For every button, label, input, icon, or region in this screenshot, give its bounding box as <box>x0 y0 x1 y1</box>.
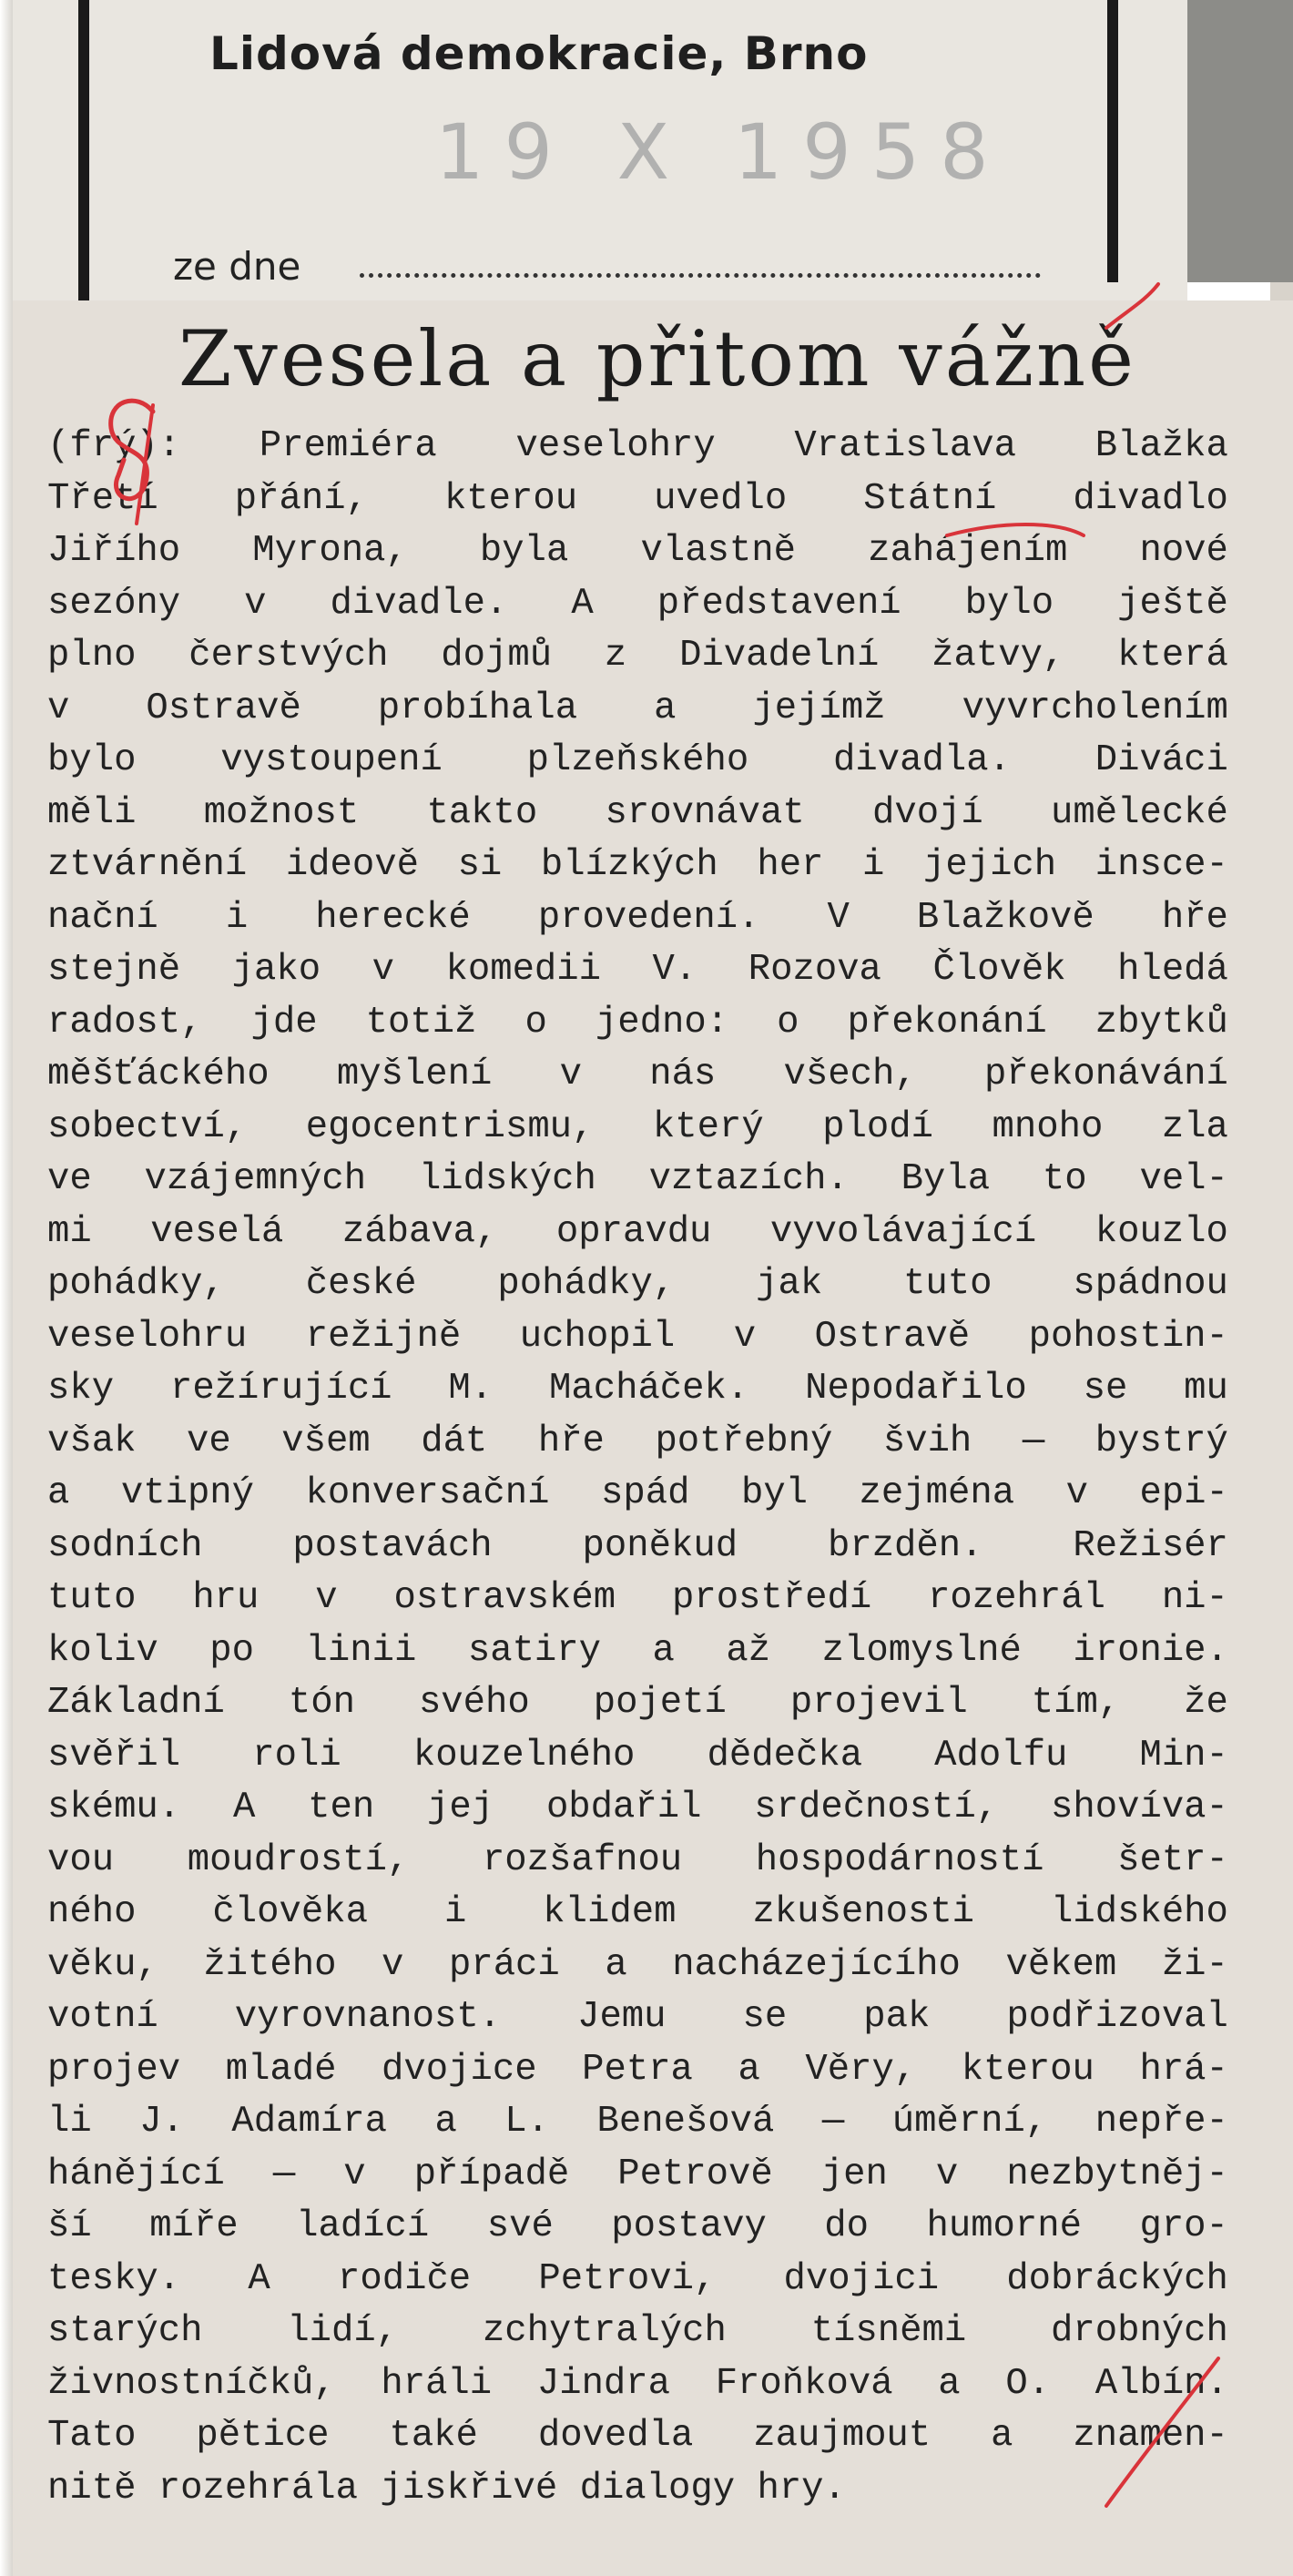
article-line: sobectví, egocentrismu, který plodí mnoho zla <box>47 1105 1228 1148</box>
article-line: projev mladé dvojice Petra a Věry, kterou hrá- <box>47 2048 1228 2091</box>
article-line: nační i herecké provedení. V Blažkově hře <box>47 896 1228 939</box>
article-line: mi veselá zábava, opravdu vyvolávající kouzlo <box>47 1210 1228 1253</box>
article-line: nitě rozehrála jiskřivé dialogy hry. <box>47 2467 846 2510</box>
scan-background <box>1184 0 1293 282</box>
article-line: tesky. A rodiče Petrovi, dvojici dobráckých <box>47 2257 1228 2300</box>
article-headline: Zvesela a přitom vážně <box>178 314 1136 403</box>
article-line: sodních postavách poněkud brzděn. Režisér <box>47 1524 1228 1567</box>
label-border-left <box>78 0 89 337</box>
article-line: (frý): Premiéra veselohry Vratislava Blažka <box>47 425 1228 467</box>
article-line: ve vzájemných lidských vztazích. Byla to vel- <box>47 1158 1228 1200</box>
article-line: votní vyrovnanost. Jemu se pak podřizoval <box>47 1996 1228 2038</box>
newspaper-name: Lidová demokracie, Brno <box>209 27 869 80</box>
article-body <box>47 421 1240 2515</box>
article-line: vou moudrostí, rozšafnou hospodárností šetr- <box>47 1838 1228 1881</box>
article-line: tuto hru v ostravském prostředí rozehrál ni- <box>47 1577 1228 1619</box>
date-prefix: ze dne <box>173 244 301 289</box>
article-line: živnostníčků, hráli Jindra Froňková a O. Albín. <box>47 2362 1228 2405</box>
article-line: věku, žitého v práci a nacházejícího věkem ži- <box>47 1943 1228 1986</box>
label-border-right <box>1107 0 1118 282</box>
article-line: hánějící — v případě Petrově jen v nezbytněj- <box>47 2153 1228 2195</box>
article-line: veselohru režijně uchopil v Ostravě pohostin- <box>47 1315 1228 1358</box>
article-line: v Ostravě probíhala a jejímž vyvrcholením <box>47 687 1228 729</box>
article-line: sezóny v divadle. A představení bylo ještě <box>47 582 1228 625</box>
article-line: Jiřího Myrona, byla vlastně zahájením nové <box>47 530 1228 572</box>
article-line: Tato pětice také dovedla zaujmout a znamen- <box>47 2415 1228 2457</box>
article-line: pohádky, české pohádky, jak tuto spádnou <box>47 1263 1228 1305</box>
article-line: Základní tón svého pojetí projevil tím, že <box>47 1682 1228 1724</box>
article-line: skému. A ten jej obdařil srdečností, shovíva- <box>47 1787 1228 1828</box>
article-line: koliv po linii satiry a až zlomyslné ironie. <box>47 1629 1228 1672</box>
article-line: bylo vystoupení plzeňského divadla. Diváci <box>47 739 1228 781</box>
article-line: svěřil roli kouzelného dědečka Adolfu Min- <box>47 1734 1228 1777</box>
date-dotted-line <box>360 273 1041 278</box>
date-stamp: 19 X 1958 <box>435 107 1009 197</box>
article-line: plno čerstvých dojmů z Divadelní žatvy, která <box>47 635 1228 677</box>
article-line: však ve všem dát hře potřebný švih — bystrý <box>47 1420 1228 1462</box>
article-line: stejně jako v komedii V. Rozova Člověk hledá <box>47 949 1228 991</box>
article-line: starých lidí, zchytralých tísněmi drobných <box>47 2310 1228 2352</box>
article-line: ztvárnění ideově si blízkých her i jejich insce- <box>47 844 1228 886</box>
article-line: ného člověka i klidem zkušenosti lidského <box>47 1891 1228 1933</box>
article-line: ší míře ladící své postavy do humorné gro- <box>47 2205 1228 2247</box>
article-line: sky režírující M. Macháček. Nepodařilo se mu <box>47 1368 1228 1410</box>
scan-left-edge <box>0 0 13 2576</box>
article-line: měli možnost takto srovnávat dvojí umělecké <box>47 791 1228 834</box>
article-line: měšťáckého myšlení v nás všech, překonávání <box>47 1054 1228 1095</box>
article-line: a vtipný konversační spád byl zejména v epi- <box>47 1472 1228 1514</box>
article-line: radost, jde totiž o jedno: o překonání zbytků <box>47 1001 1228 1044</box>
article-line: Třetí přání, kterou uvedlo Státní divadlo <box>47 477 1228 520</box>
article-line: li J. Adamíra a L. Benešová — úměrní, nepře- <box>47 2101 1228 2143</box>
